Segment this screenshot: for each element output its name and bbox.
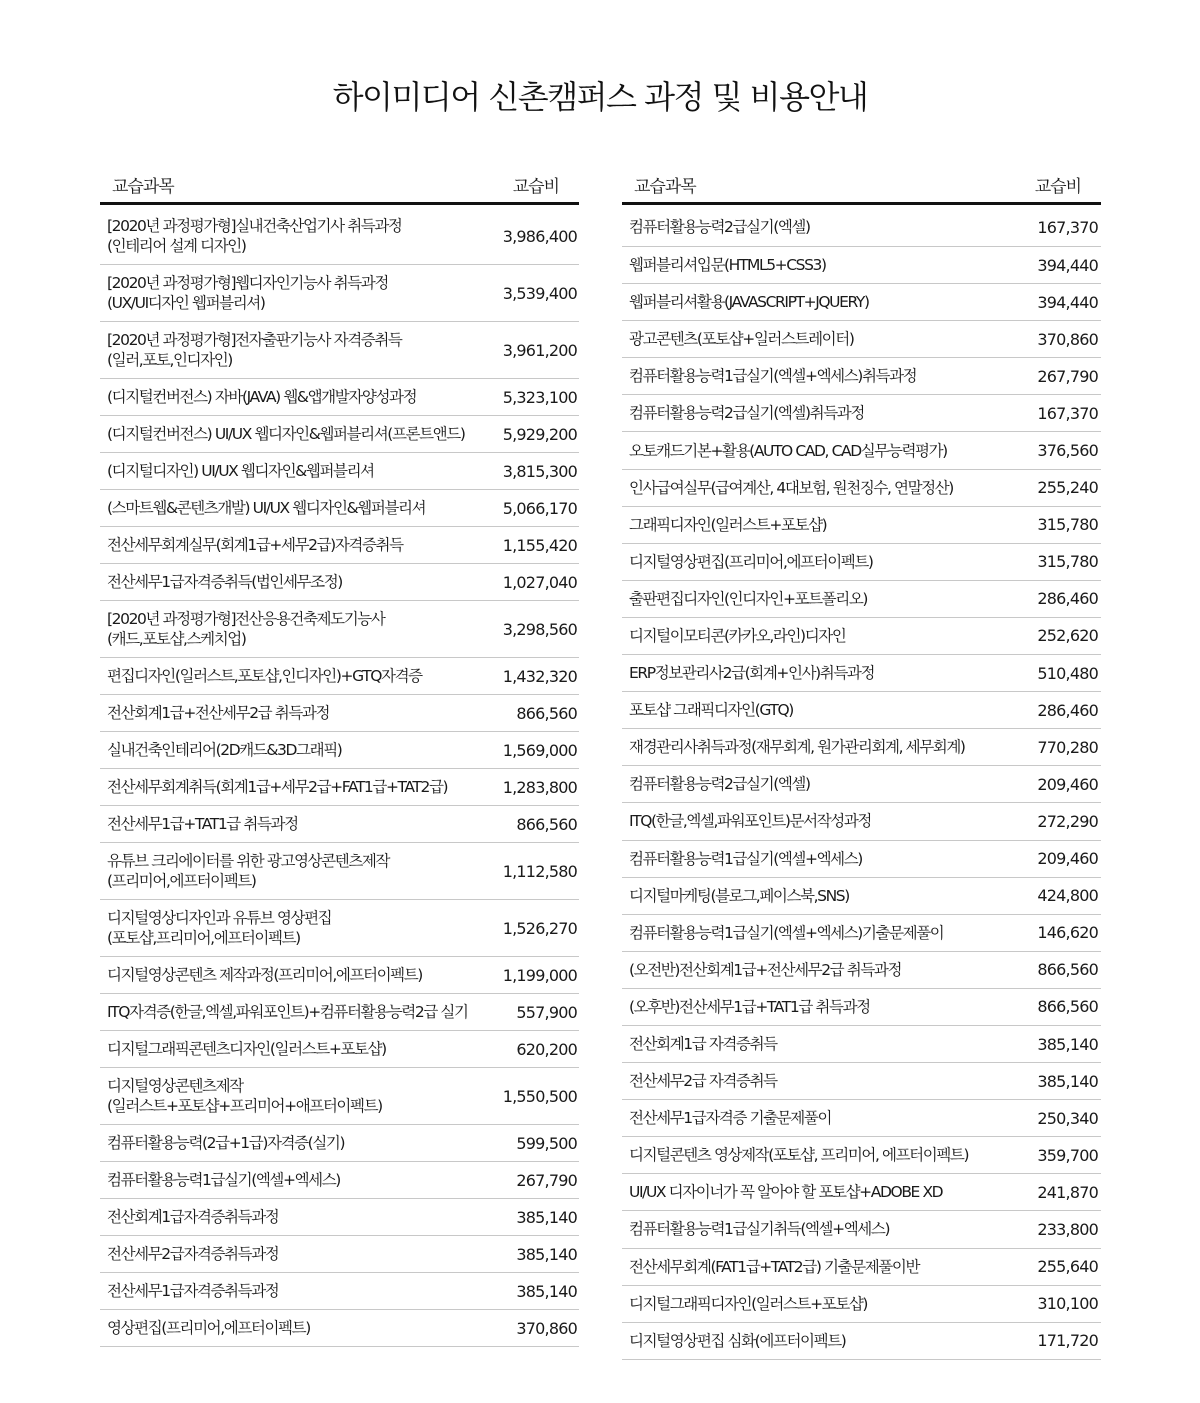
- table-row: [100, 994, 579, 1031]
- course-fee: 1,199,000: [502, 965, 577, 985]
- course-fee: 1,526,270: [502, 918, 577, 938]
- table-row: [100, 769, 579, 806]
- course-fee: 866,560: [516, 703, 577, 723]
- course-fee: 3,961,200: [502, 340, 577, 360]
- course-name: 전산세무1급자격증 기출문제풀이: [629, 1109, 832, 1128]
- table-row: [622, 1174, 1101, 1211]
- table-row: [622, 766, 1101, 803]
- course-fee: 394,440: [1037, 255, 1098, 275]
- course-name: (디지털디자인) UI/UX 웹디자인&웹퍼블리셔: [107, 462, 374, 480]
- course-fee: 286,460: [1037, 589, 1098, 609]
- course-fee: 5,066,170: [502, 498, 577, 518]
- course-name: UI/UX 디자이너가 꼭 알아야 할 포토샵+ADOBE XD: [629, 1183, 943, 1202]
- course-name: 전산세무1급+TAT1급 취득과정: [107, 815, 298, 833]
- course-fee: 620,200: [516, 1039, 577, 1059]
- right-table-body: [622, 208, 1101, 1360]
- course-fee: 385,140: [516, 1207, 577, 1227]
- course-name: 전산세무1급자격증취득(법인세무조정): [107, 573, 342, 591]
- table-row: [100, 1031, 579, 1068]
- table-row: [100, 1273, 579, 1310]
- course-name: (디지털컨버전스) 자바(JAVA) 웹&앱개발자양성과정: [107, 388, 417, 406]
- table-row: [622, 915, 1101, 952]
- course-name: 컴퓨터활용능력2급실기(엑셀): [629, 775, 810, 794]
- course-fee: 286,460: [1037, 700, 1098, 720]
- course-name: [2020년 과정평가형]전자출판기능사 자격증취득 (일러,포토,인디자인): [107, 331, 402, 369]
- course-column-header: 교습과목: [634, 176, 696, 197]
- course-fee: 370,860: [516, 1318, 577, 1338]
- course-fee: 394,440: [1037, 292, 1098, 312]
- course-fee: 209,460: [1037, 774, 1098, 794]
- course-fee: 770,280: [1037, 737, 1098, 757]
- course-name: 디지털그래픽콘텐츠디자인(일러스트+포토샵): [107, 1040, 386, 1058]
- course-name: 디지털영상편집 심화(에프터이펙트): [629, 1331, 846, 1350]
- course-name: 디지털이모티콘(카카오,라인)디자인: [629, 626, 846, 645]
- course-name: 컴퓨터활용능력1급실기(엑셀+엑세스): [629, 849, 862, 868]
- table-row: [622, 1026, 1101, 1063]
- course-fee: 315,780: [1037, 552, 1098, 572]
- course-name: 컴퓨터활용능력1급실기(엑셀+엑세스)취득과정: [629, 367, 917, 386]
- course-name: 디지털영상디자인과 유튜브 영상편집 (포토샵,프리미어,에프터이펙트): [107, 909, 332, 947]
- course-name: [2020년 과정평가형]전산응용건축제도기능사 (캐드,포토샵,스케치업): [107, 610, 385, 648]
- course-name: 컴퓨터활용능력2급실기(엑셀)취득과정: [629, 404, 864, 423]
- course-name: 컴퓨터활용능력1급실기(엑셀+엑세스): [107, 1171, 340, 1189]
- left-table-header: [100, 166, 579, 205]
- course-name: 전산회계1급자격증취득과정: [107, 1208, 279, 1226]
- course-name: 디지털영상편집(프리미어,에프터이펙트): [629, 552, 873, 571]
- table-row: [622, 284, 1101, 321]
- course-name: 전산회계1급+전산세무2급 취득과정: [107, 704, 330, 722]
- table-row: [100, 658, 579, 695]
- table-row: [622, 952, 1101, 989]
- table-row: [622, 208, 1101, 247]
- course-name: [2020년 과정평가형]실내건축산업기사 취득과정 (인테리어 설계 디자인): [107, 217, 402, 255]
- table-row: [100, 379, 579, 416]
- course-fee: 385,140: [516, 1244, 577, 1264]
- course-fee: 866,560: [516, 814, 577, 834]
- table-row: [622, 247, 1101, 284]
- course-fee: 233,800: [1037, 1219, 1098, 1239]
- table-row: [622, 358, 1101, 395]
- course-name: 디지털콘텐츠 영상제작(포토샵, 프리미어, 에프터이펙트): [629, 1146, 969, 1165]
- table-row: [100, 1310, 579, 1347]
- course-fee: 424,800: [1037, 886, 1098, 906]
- table-row: [622, 803, 1101, 840]
- table-row: [622, 1323, 1101, 1360]
- course-fee: 252,620: [1037, 626, 1098, 646]
- table-row: [622, 507, 1101, 544]
- course-fee: 3,539,400: [502, 283, 577, 303]
- table-row: [622, 432, 1101, 469]
- course-fee: 1,569,000: [502, 740, 577, 760]
- course-fee: 267,790: [516, 1170, 577, 1190]
- table-row: [622, 1249, 1101, 1286]
- table-row: [622, 1100, 1101, 1137]
- table-row: [100, 322, 579, 379]
- course-name: 디지털마케팅(블로그,페이스북,SNS): [629, 886, 849, 905]
- course-fee: 510,480: [1037, 663, 1098, 683]
- table-row: [100, 1068, 579, 1125]
- course-fee: 557,900: [516, 1002, 577, 1022]
- course-fee: 3,815,300: [502, 461, 577, 481]
- course-name: 전산세무2급 자격증취득: [629, 1072, 777, 1091]
- course-fee: 866,560: [1037, 997, 1098, 1017]
- course-name: 전산세무회계취득(회계1급+세무2급+FAT1급+TAT2급): [107, 778, 448, 796]
- course-fee: 385,140: [1037, 1034, 1098, 1054]
- course-name: 전산세무회계실무(회계1급+세무2급)자격증취득: [107, 536, 403, 554]
- course-name: 그래픽디자인(일러스트+포토샵): [629, 515, 827, 534]
- course-fee: 599,500: [516, 1133, 577, 1153]
- course-fee: 370,860: [1037, 329, 1098, 349]
- course-fee: 1,155,420: [502, 535, 577, 555]
- course-fee: 255,640: [1037, 1257, 1098, 1277]
- table-row: [622, 729, 1101, 766]
- course-fee: 385,140: [516, 1281, 577, 1301]
- course-name: 편집디자인(일러스트,포토샵,인디자인)+GTQ자격증: [107, 667, 422, 685]
- course-name: 전산세무2급자격증취득과정: [107, 1245, 279, 1263]
- course-column-header: 교습과목: [112, 176, 174, 197]
- course-name: 디지털영상콘텐츠제작 (일러스트+포토샵+프리미어+애프터이펙트): [107, 1077, 382, 1115]
- course-fee: 385,140: [1037, 1071, 1098, 1091]
- course-name: 출판편집디자인(인디자인+포트폴리오): [629, 589, 868, 608]
- course-fee: 250,340: [1037, 1108, 1098, 1128]
- table-row: [100, 527, 579, 564]
- course-name: (오후반)전산세무1급+TAT1급 취득과정: [629, 997, 870, 1016]
- table-row: [622, 544, 1101, 581]
- table-row: [622, 1137, 1101, 1174]
- fee-column-header: 교습비: [1034, 176, 1081, 197]
- course-fee: 376,560: [1037, 441, 1098, 461]
- table-row: [100, 416, 579, 453]
- course-name: 컴퓨터활용능력2급실기(엑셀): [629, 218, 810, 236]
- course-name: 오토캐드기본+활용(AUTO CAD, CAD실무능력평가): [629, 441, 947, 460]
- course-name: 전산세무회계(FAT1급+TAT2급) 기출문제풀이반: [629, 1257, 920, 1276]
- course-fee: 209,460: [1037, 849, 1098, 869]
- course-name: 실내건축인테리어(2D캐드&3D그래픽): [107, 741, 342, 759]
- course-fee: 171,720: [1037, 1331, 1098, 1351]
- course-fee: 3,986,400: [502, 226, 577, 246]
- course-name: 컴퓨터활용능력1급실기취득(엑셀+엑세스): [629, 1220, 890, 1239]
- page-title: 하이미디어 신촌캠퍼스 과정 및 비용안내: [332, 78, 868, 116]
- course-fee: 255,240: [1037, 478, 1098, 498]
- course-name: ERP정보관리사2급(회계+인사)취득과정: [629, 664, 875, 683]
- table-row: [622, 655, 1101, 692]
- course-name: (디지털컨버전스) UI/UX 웹디자인&웹퍼블리셔(프론트앤드): [107, 425, 465, 443]
- table-row: [100, 601, 579, 658]
- course-fee: 866,560: [1037, 960, 1098, 980]
- course-name: [2020년 과정평가형]웹디자인기능사 취득과정 (UX/UI디자인 웹퍼블리셔): [107, 274, 388, 312]
- fee-column-header: 교습비: [512, 176, 559, 197]
- course-fee: 1,027,040: [502, 572, 577, 592]
- table-row: [622, 692, 1101, 729]
- table-row: [100, 1125, 579, 1162]
- course-fee: 1,432,320: [502, 666, 577, 686]
- course-name: 디지털영상콘텐츠 제작과정(프리미어,에프터이펙트): [107, 966, 422, 984]
- right-table-header: [622, 166, 1101, 205]
- table-row: [622, 1211, 1101, 1248]
- table-row: [100, 806, 579, 843]
- course-fee: 5,929,200: [502, 424, 577, 444]
- course-name: 전산세무1급자격증취득과정: [107, 1282, 279, 1300]
- table-row: [622, 878, 1101, 915]
- course-fee: 1,283,800: [502, 777, 577, 797]
- course-fee: 267,790: [1037, 366, 1098, 386]
- table-row: [622, 581, 1101, 618]
- course-fee: 315,780: [1037, 515, 1098, 535]
- course-fee: 167,370: [1037, 217, 1098, 237]
- table-row: [100, 732, 579, 769]
- course-fee: 1,550,500: [502, 1086, 577, 1106]
- right-fee-table: [622, 166, 1101, 1360]
- course-fee: 359,700: [1037, 1145, 1098, 1165]
- table-row: [622, 1063, 1101, 1100]
- course-fee: 310,100: [1037, 1294, 1098, 1314]
- course-fee: 241,870: [1037, 1182, 1098, 1202]
- course-fee: 1,112,580: [502, 861, 577, 881]
- course-name: 영상편집(프리미어,에프터이펙트): [107, 1319, 310, 1337]
- course-name: 전산회계1급 자격증취득: [629, 1035, 777, 1054]
- course-name: 광고콘텐츠(포토샵+일러스트레이터): [629, 330, 854, 349]
- course-name: 컴퓨터활용능력(2급+1급)자격증(실기): [107, 1134, 345, 1152]
- course-name: 웹퍼블리셔활용(JAVASCRIPT+JQUERY): [629, 293, 869, 312]
- table-row: [100, 900, 579, 957]
- table-row: [100, 1199, 579, 1236]
- course-name: (오전반)전산회계1급+전산세무2급 취득과정: [629, 960, 902, 979]
- table-row: [622, 395, 1101, 432]
- left-fee-table: [100, 166, 579, 1347]
- table-row: [622, 989, 1101, 1026]
- table-row: [622, 841, 1101, 878]
- table-row: [622, 321, 1101, 358]
- course-fee: 5,323,100: [502, 387, 577, 407]
- course-name: 디지털그래픽디자인(일러스트+포토샵): [629, 1294, 868, 1313]
- course-fee: 167,370: [1037, 403, 1098, 423]
- table-row: [622, 470, 1101, 507]
- course-fee: 3,298,560: [502, 619, 577, 639]
- table-row: [100, 265, 579, 322]
- table-row: [100, 453, 579, 490]
- course-name: 재경관리사취득과정(재무회계, 원가관리회계, 세무회계): [629, 738, 965, 757]
- course-name: 웹퍼블리셔입문(HTML5+CSS3): [629, 256, 826, 275]
- course-name: 인사급여실무(급여계산, 4대보험, 원천징수, 연말정산): [629, 478, 953, 497]
- table-row: [622, 1286, 1101, 1323]
- course-name: 포토샵 그래픽디자인(GTQ): [629, 701, 793, 720]
- table-row: [100, 695, 579, 732]
- table-row: [100, 1162, 579, 1199]
- course-fee: 272,290: [1037, 811, 1098, 831]
- table-row: [100, 490, 579, 527]
- table-row: [100, 1236, 579, 1273]
- course-name: ITQ(한글,엑셀,파워포인트)문서작성과정: [629, 812, 871, 831]
- table-row: [100, 843, 579, 900]
- course-fee: 146,620: [1037, 923, 1098, 943]
- table-row: [100, 564, 579, 601]
- course-name: ITQ자격증(한글,엑셀,파워포인트)+컴퓨터활용능력2급 실기: [107, 1003, 468, 1021]
- course-name: 컴퓨터활용능력1급실기(엑셀+엑세스)기출문제풀이: [629, 923, 944, 942]
- course-name: 유튜브 크리에이터를 위한 광고영상콘텐츠제작 (프리미어,에프터이펙트): [107, 852, 390, 890]
- left-table-body: [100, 208, 579, 1347]
- course-name: (스마트웹&콘텐츠개발) UI/UX 웹디자인&웹퍼블리셔: [107, 499, 426, 517]
- table-row: [100, 208, 579, 265]
- table-row: [100, 957, 579, 994]
- table-row: [622, 618, 1101, 655]
